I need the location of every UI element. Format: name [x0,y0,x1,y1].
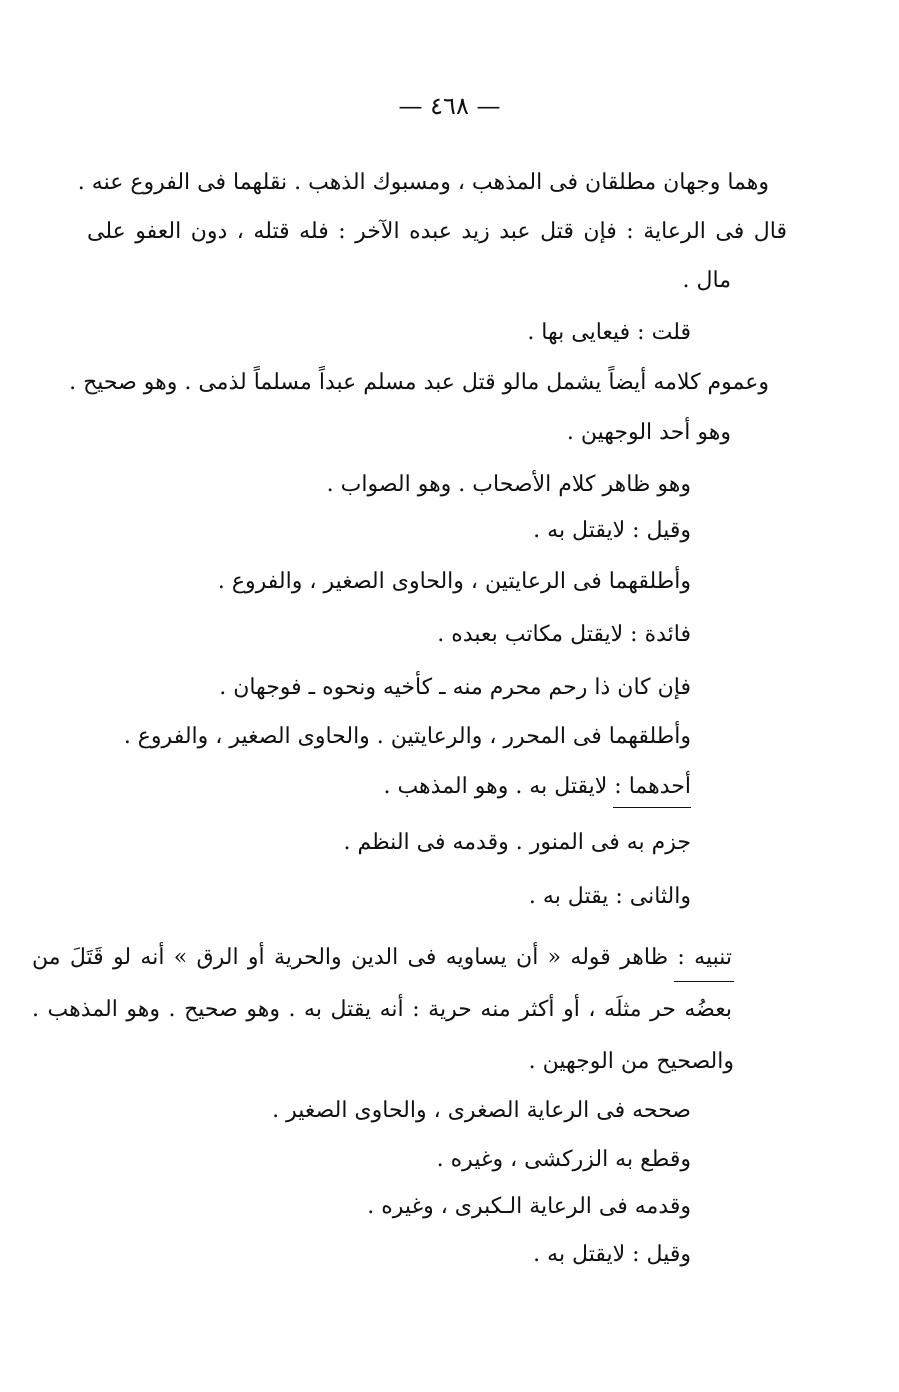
text-line: فإن كان ذا رحم محرم منه ـ كأخيه ونحوه ـ فوجهان . [219,675,691,700]
text-line: تنبيه : ظاهر قوله « أن يساويه فى الدين والحرية أو الرق » أنه لو قَتَلَ من [32,945,732,970]
text-line: وهو أحد الوجهين . [566,420,731,445]
page-number: — ٤٦٨ — [398,92,501,120]
text-line: وقيل : لايقتل به . [533,1242,691,1267]
text-line: وهو ظاهر كلام الأصحاب . وهو الصواب . [326,472,691,497]
text-line: مال . [682,268,731,293]
underline-mark [613,807,691,808]
text-line: جزم به فى المنور . وقدمه فى النظم . [343,830,691,855]
text-line: فائدة : لايقتل مكاتب بعبده . [437,622,691,647]
text-line: وهما وجهان مطلقان فى المذهب ، ومسبوك الذهب . نقلهما فى الفروع عنه . [77,170,769,195]
text-line: وقيل : لايقتل به . [533,518,691,543]
text-line: والثانى : يقتل به . [528,884,691,909]
text-line: والصحيح من الوجهين . [528,1049,734,1074]
text-line: أحدهما : لايقتل به . وهو المذهب . [383,774,691,799]
text-line: وعموم كلامه أيضاً يشمل مالو قتل عبد مسلم عبداً مسلماً لذمى . وهو صحيح . [69,370,769,395]
text-line: وأطلقهما فى المحرر ، والرعايتين . والحاوى الصغير ، والفروع . [123,724,691,749]
text-line: قلت : فيعايى بها . [527,320,691,345]
text-line: وقدمه فى الرعاية الـكبرى ، وغيره . [367,1194,691,1219]
text-line: قال فى الرعاية : فإن قتل عبد زيد عبده الآخر : فله قتله ، دون العفو على [87,219,787,244]
text-line: وقطع به الزركشى ، وغيره . [436,1147,691,1172]
text-line: صححه فى الرعاية الصغرى ، والحاوى الصغير . [272,1098,691,1123]
text-line: وأطلقهما فى الرعايتين ، والحاوى الصغير ، والفروع . [217,569,691,594]
underline-mark [674,981,734,982]
text-line: بعضُه حر مثلَه ، أو أكثر منه حرية : أنه يقتل به . وهو صحيح . وهو المذهب . [32,997,732,1022]
